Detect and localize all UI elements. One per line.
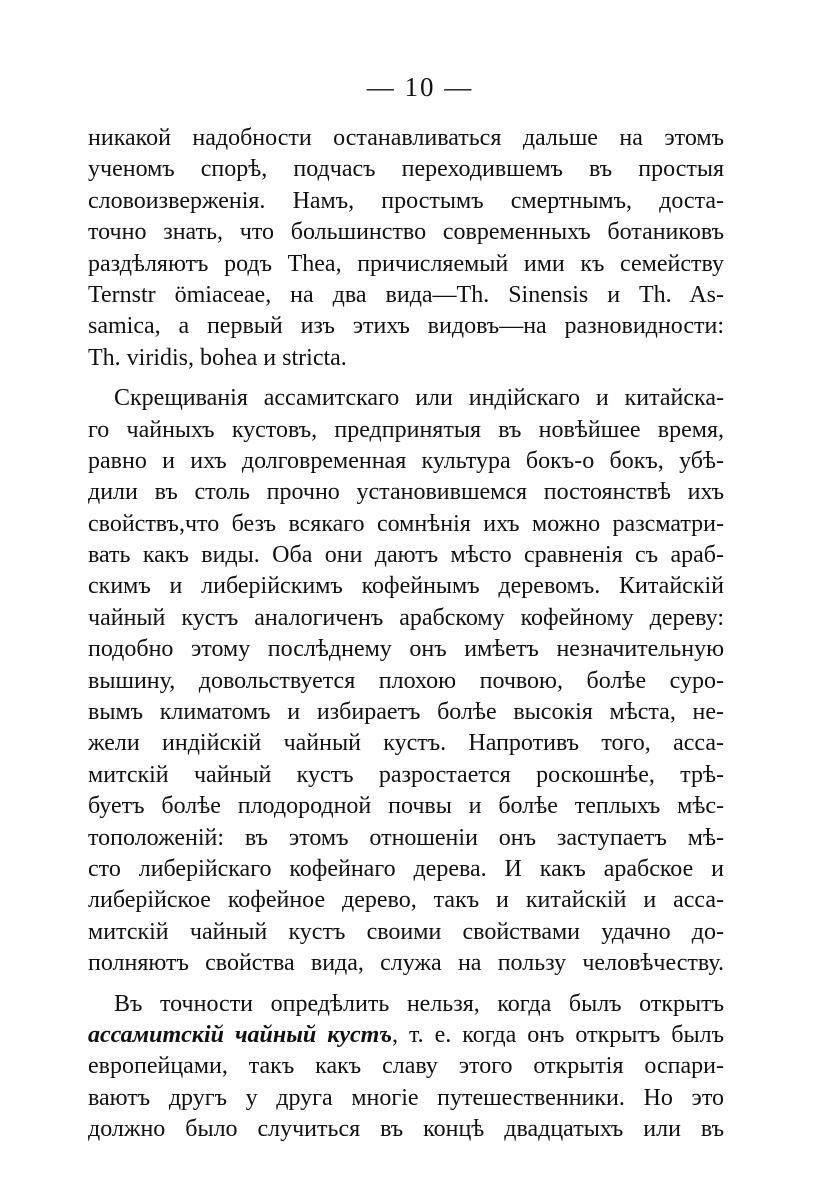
page-number: — 10 — — [366, 72, 474, 102]
text-line: Ternstr ömiaceae, на два вида—Th. Sinensis и Th. As- — [88, 281, 724, 308]
text-line: скимъ и либерійскимъ кофейнымъ деревомъ. Китайскій — [88, 573, 724, 600]
text-line: ученомъ спорѣ, подчасъ переходившемъ въ простыя — [88, 156, 724, 183]
text-line: раздѣляютъ родъ Thea, причисляемый ими къ семейству — [88, 250, 724, 277]
text-line: словоизверженія. Намъ, простымъ смертнымъ, доста- — [88, 187, 724, 214]
text-line: никакой надобности останавливаться дальше на этомъ — [88, 125, 724, 151]
paragraph-3 — [88, 989, 724, 1146]
text-line: сто либерійскаго кофейнаго дерева. И какъ арабское и — [88, 855, 724, 882]
text-line: Скрещиванія ассамитскаго или индійскаго и китайска- — [114, 385, 724, 412]
text-line: го чайныхъ кустовъ, предпринятыя въ новѣйшее время, — [88, 416, 724, 443]
text-line: вышину, довольствуется плохою почвою, болѣе суро- — [88, 667, 724, 694]
text-line: либерійское кофейное дерево, такъ и китайскій и асса- — [88, 887, 724, 914]
text-line: подобно этому послѣднему онъ имѣетъ незначительную — [88, 636, 724, 663]
text-line: Въ точности опредѣлить нельзя, когда былъ открытъ — [114, 990, 724, 1017]
text-line: чайный кустъ аналогиченъ арабскому кофейному дереву: — [88, 604, 724, 631]
text-line: митскій чайный кустъ разростается роскошнѣе, трѣ- — [88, 761, 724, 788]
text-line: тоположеній: въ этомъ отношеніи онъ заступаетъ мѣ- — [88, 824, 724, 851]
text-line: митскій чайный кустъ своими свойствами удачно до- — [88, 918, 724, 945]
text-line: свойствъ,что безъ всякаго сомнѣнія ихъ можно разсматри- — [88, 510, 724, 537]
text-line: дили въ столь прочно установившемся постоянствѣ ихъ — [88, 479, 724, 506]
text-line: ваютъ другъ у друга многіе путешественники. Но это — [88, 1084, 724, 1111]
text-line: равно и ихъ долговременная культура бокъ-о бокъ, убѣ- — [88, 447, 724, 474]
text-line: европейцами, такъ какъ славу этого открытія оспари- — [88, 1053, 724, 1080]
body-text — [88, 123, 724, 1146]
text-line: буетъ болѣе плодородной почвы и болѣе теплыхъ мѣс- — [88, 793, 724, 820]
text-line: полняютъ свойства вида, служа на пользу человѣчеству. — [88, 950, 724, 977]
text-line: вать какъ виды. Оба они даютъ мѣсто сравненія съ араб- — [88, 542, 724, 569]
text-line: Th. viridis, bohea и stricta. — [88, 344, 347, 371]
paragraph-2 — [88, 383, 724, 979]
text-line-with-italic — [88, 1020, 724, 1051]
paragraph-1 — [88, 123, 724, 374]
text-line: вымъ климатомъ и избираетъ болѣе высокія мѣста, не- — [88, 699, 724, 726]
text-line: должно было случиться въ концѣ двадцатыхъ или въ — [88, 1116, 724, 1143]
italic-term: ассамитскій чайный кустъ — [88, 1021, 392, 1048]
text-line: точно знать, что большинство современныхъ ботаниковъ — [88, 219, 724, 246]
text-fragment: , т. е. когда онъ открытъ былъ — [391, 1021, 724, 1048]
text-line: samica, а первый изъ этихъ видовъ—на разновидности: — [88, 313, 724, 340]
text-line: жели индійскій чайный кустъ. Напротивъ того, асса- — [88, 730, 724, 757]
